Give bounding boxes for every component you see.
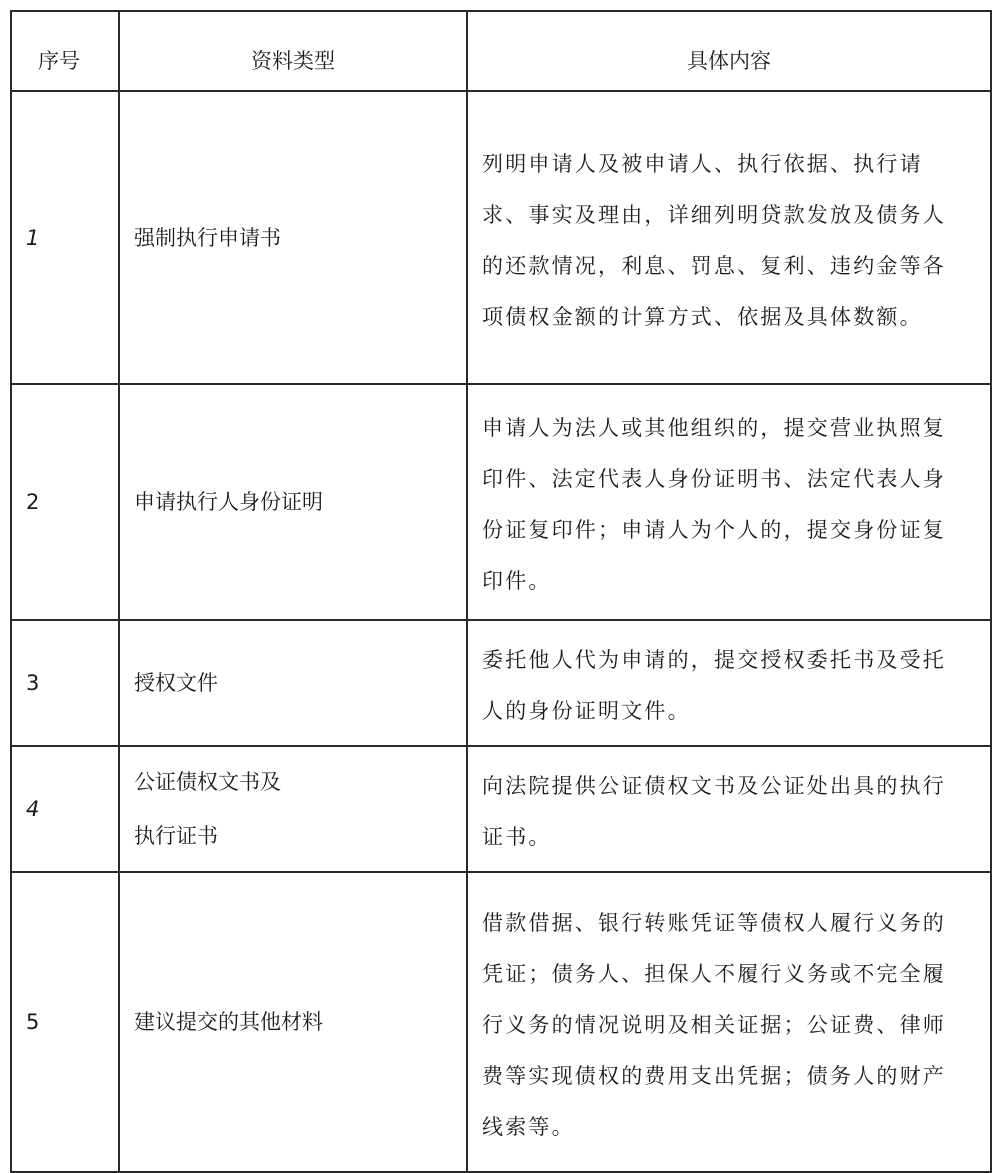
row-details: 借款借据、银行转账凭证等债权人履行义务的凭证；债务人、担保人不履行义务或不完全履行义务的情况说明及相关证据；公证费、律师费等实现债权的费用支出凭据；债务人的财产线索等。 [467,872,991,1172]
header-material-type: 资料类型 [119,11,467,91]
header-details: 具体内容 [467,11,991,91]
row-material-type: 申请执行人身份证明 [119,384,467,620]
row-details: 申请人为法人或其他组织的，提交营业执照复印件、法定代表人身份证明书、法定代表人身份证复印件；申请人为个人的，提交身份证复印件。 [467,384,991,620]
row-number: 5 [11,872,119,1172]
row-number-text: 4 [26,797,40,821]
table-row [11,91,991,384]
row-number: 3 [11,620,119,746]
table-row [11,872,991,1172]
row-material-type: 强制执行申请书 [119,91,467,384]
materials-table-container [10,10,990,1153]
row-details: 向法院提供公证债权文书及公证处出具的执行证书。 [467,746,991,872]
row-material-type: 建议提交的其他材料 [119,872,467,1172]
row-material-type-line: 公证债权文书及 [134,770,281,794]
table-row [11,620,991,746]
table-row [11,384,991,620]
row-material-type [119,746,467,872]
row-details: 列明申请人及被申请人、执行依据、执行请求、事实及理由，详细列明贷款发放及债务人的还款情况，利息、罚息、复利、违约金等各项债权金额的计算方式、依据及具体数额。 [467,91,991,384]
row-number [11,91,119,384]
header-number: 序号 [11,11,119,91]
row-material-type-line: 执行证书 [134,824,218,848]
table-header-row [11,11,991,91]
row-number: 2 [11,384,119,620]
row-number [11,746,119,872]
materials-table [10,10,992,1173]
row-details: 委托他人代为申请的，提交授权委托书及受托人的身份证明文件。 [467,620,991,746]
table-row [11,746,991,872]
row-number-text: 1 [26,225,40,250]
row-material-type: 授权文件 [119,620,467,746]
